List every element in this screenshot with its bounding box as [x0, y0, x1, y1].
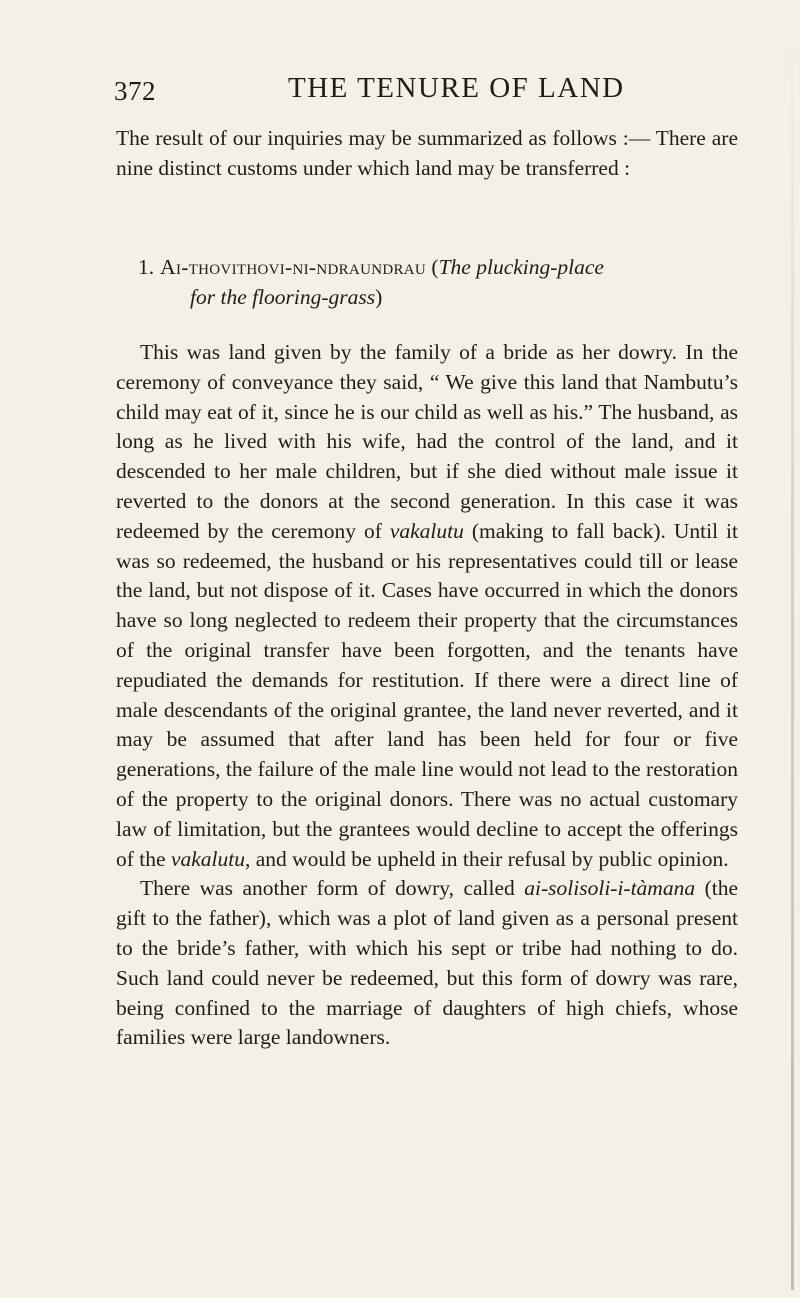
- paragraph1-part2: (making to fall back). Until it was so redeemed, the husband or his representatives could till or lease the land, but not dispose of it. Cases have occurred in which the donors have so long neglected to redeem their property that the circumstances of the original transfer have been forgotten, and the tenants have repudiated the demands for restitution. If there were a direct line of male descendants of the original grantee, the land never reverted, and it may be assumed that after land has been held for four or five generations, the failure of the male line would not lead to the restoration of the property to the original donors. There was no actual customary law of limitation, but the grantees would decline to accept the offerings of the: [116, 518, 738, 871]
- intro-paragraph: [116, 124, 738, 184]
- term-ai-solisoli: ai-solisoli-i-tàmana: [524, 876, 696, 901]
- paragraph2-part2: (the gift to the father), which was a plot of land given as a personal present to the bride’s father, with which his sept or tribe had nothing to do. Such land could never be redeemed, but this form of dowry was rare, being confined to the marriage of daughters of high chiefs, whose families were large landowners.: [116, 876, 738, 1050]
- section-heading: [138, 253, 738, 313]
- page-number: 372: [114, 76, 156, 106]
- term-vakalutu-1: vakalutu: [389, 518, 464, 543]
- section-subtitle-line2-wrap: [138, 283, 738, 313]
- paragraph1-part3: , and would be upheld in their refusal by public opinion.: [244, 846, 729, 871]
- section-subtitle-line2: for the flooring-grass: [190, 284, 376, 309]
- paragraph1-part1: This was land given by the family of a bride as her dowry. In the ceremony of conveyance they said, “ We give this land that Nambutu’s child may eat of it, since he is our child as well as his.” The husband, as long as he lived with his wife, had the control of the land, and it descended to her male children, but if she died without male issue it reverted to the donors at the second generation. In this case it was redeemed by the ceremony of: [116, 340, 738, 543]
- section-subtitle-line1: The plucking-place: [438, 255, 604, 279]
- term-vakalutu-2: vakalutu: [170, 846, 245, 871]
- section-number: 1.: [138, 255, 155, 279]
- section-term: Ai-thovithovi-ni-ndraundrau: [160, 255, 427, 279]
- subtitle-close-paren: ): [375, 284, 383, 309]
- body-text: [116, 338, 738, 1053]
- paragraph-gift-to-father: [116, 874, 738, 1053]
- running-title: THE TENURE OF LAND: [288, 72, 625, 104]
- intro-text: The result of our inquiries may be summarized as follows :— There are nine distinct customs under which land may be transferred :: [116, 126, 738, 180]
- paragraph-dowry: [116, 338, 738, 874]
- page-edge-shadow: [791, 40, 794, 1290]
- subtitle-open-paren: (: [431, 255, 439, 279]
- paragraph2-part1: There was another form of dowry, called: [140, 876, 525, 901]
